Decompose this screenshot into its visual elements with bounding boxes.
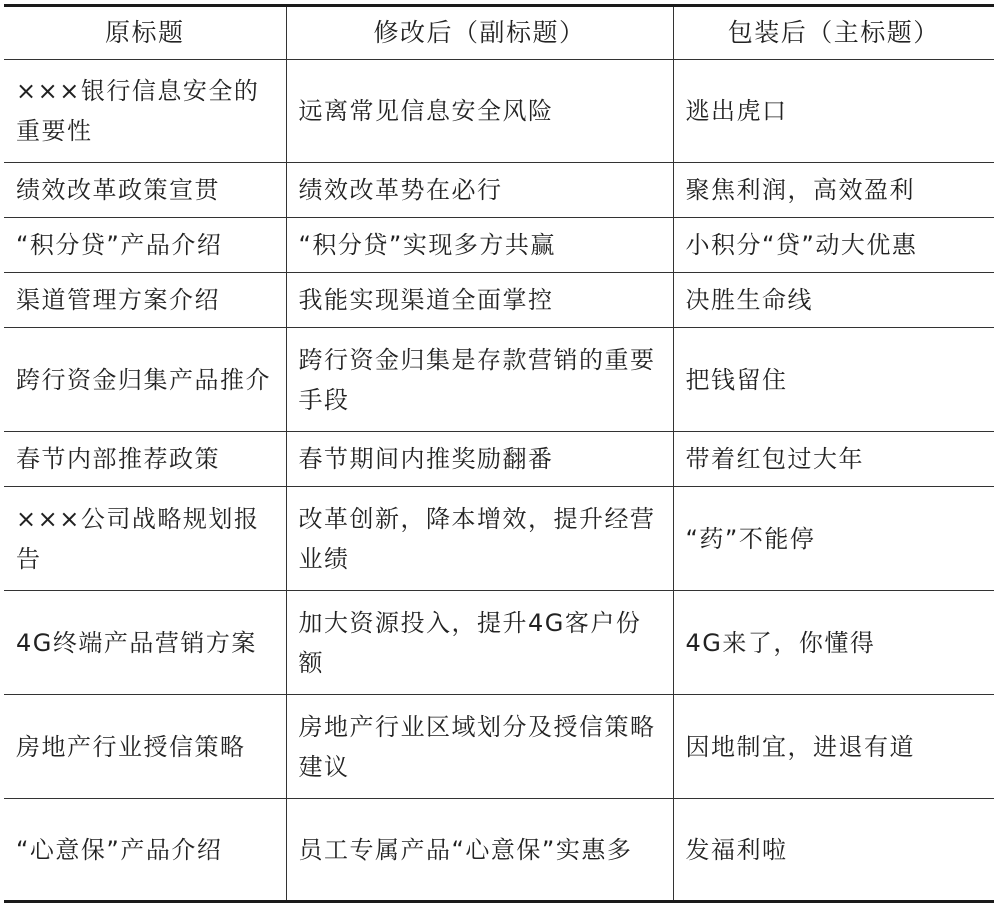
packaged-title-cell: 把钱留住 <box>673 328 994 432</box>
revised-subtitle-cell: 房地产行业区域划分及授信策略建议 <box>286 695 673 799</box>
table-row <box>4 591 994 695</box>
table-row <box>4 328 994 432</box>
title-comparison-table <box>4 4 994 903</box>
table-row <box>4 695 994 799</box>
table-row <box>4 163 994 218</box>
revised-subtitle-cell: 跨行资金归集是存款营销的重要手段 <box>286 328 673 432</box>
packaged-title-cell: 因地制宜，进退有道 <box>673 695 994 799</box>
table-row <box>4 432 994 487</box>
revised-subtitle-cell: 远离常见信息安全风险 <box>286 60 673 163</box>
original-title-cell: 春节内部推荐政策 <box>4 432 286 487</box>
original-title-cell: 房地产行业授信策略 <box>4 695 286 799</box>
revised-subtitle-cell: 春节期间内推奖励翻番 <box>286 432 673 487</box>
revised-subtitle-cell: 绩效改革势在必行 <box>286 163 673 218</box>
header-row <box>4 6 994 60</box>
packaged-title-cell: 聚焦利润，高效盈利 <box>673 163 994 218</box>
header-packaged-main-title: 包装后（主标题） <box>673 6 994 60</box>
revised-subtitle-cell: 改革创新，降本增效，提升经营业绩 <box>286 487 673 591</box>
original-title-cell: ×××银行信息安全的重要性 <box>4 60 286 163</box>
revised-subtitle-cell: “积分贷”实现多方共赢 <box>286 218 673 273</box>
original-title-cell: “心意保”产品介绍 <box>4 799 286 902</box>
header-original-title: 原标题 <box>4 6 286 60</box>
table-row <box>4 60 994 163</box>
original-title-cell: 渠道管理方案介绍 <box>4 273 286 328</box>
table-row <box>4 799 994 902</box>
original-title-cell: 4G终端产品营销方案 <box>4 591 286 695</box>
revised-subtitle-cell: 员工专属产品“心意保”实惠多 <box>286 799 673 902</box>
packaged-title-cell: 决胜生命线 <box>673 273 994 328</box>
packaged-title-cell: 4G来了，你懂得 <box>673 591 994 695</box>
packaged-title-cell: 逃出虎口 <box>673 60 994 163</box>
original-title-cell: ×××公司战略规划报告 <box>4 487 286 591</box>
packaged-title-cell: 小积分“贷”动大优惠 <box>673 218 994 273</box>
revised-subtitle-cell: 我能实现渠道全面掌控 <box>286 273 673 328</box>
packaged-title-cell: 发福利啦 <box>673 799 994 902</box>
header-revised-subtitle: 修改后（副标题） <box>286 6 673 60</box>
original-title-cell: 绩效改革政策宣贯 <box>4 163 286 218</box>
table-row <box>4 273 994 328</box>
table-row <box>4 218 994 273</box>
table-row <box>4 487 994 591</box>
revised-subtitle-cell: 加大资源投入，提升4G客户份额 <box>286 591 673 695</box>
original-title-cell: 跨行资金归集产品推介 <box>4 328 286 432</box>
packaged-title-cell: 带着红包过大年 <box>673 432 994 487</box>
packaged-title-cell: “药”不能停 <box>673 487 994 591</box>
original-title-cell: “积分贷”产品介绍 <box>4 218 286 273</box>
